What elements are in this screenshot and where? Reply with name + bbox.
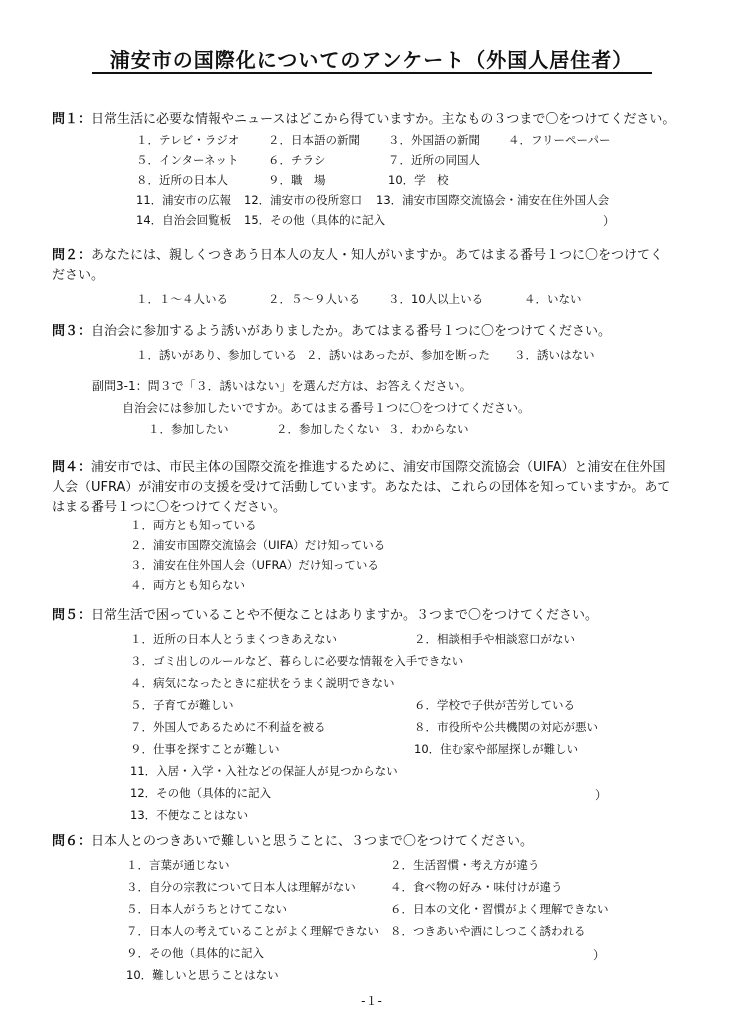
question-1-option[interactable]: 10．学 校 xyxy=(388,173,449,187)
question-6-heading xyxy=(52,832,533,852)
question-5-close-paren: ） xyxy=(595,788,608,802)
question-1-option[interactable]: ６．チラシ xyxy=(268,153,326,167)
question-4-option[interactable]: ４．両方とも知らない xyxy=(130,578,245,592)
question-1-option[interactable]: ３．外国語の新聞 xyxy=(388,133,480,147)
question-1-option[interactable]: 13．浦安市国際交流協会・浦安在住外国人会 xyxy=(376,193,610,207)
question-2-option[interactable]: ３．10人以上いる xyxy=(388,292,484,306)
question-6-close-paren: ） xyxy=(593,948,606,962)
question-6-option[interactable]: ６．日本の文化・習慣がよく理解できない xyxy=(390,902,609,916)
question-6-option[interactable]: ５．日本人がうちとけてこない xyxy=(126,902,287,916)
sub-question-3-1-option[interactable]: ３．わからない xyxy=(388,422,469,436)
question-1-option[interactable]: 11．浦安市の広報 xyxy=(136,193,232,207)
question-2-heading xyxy=(52,246,672,286)
question-5-option[interactable]: 11．入居・入学・入社などの保証人が見つからない xyxy=(130,764,398,778)
question-5-option[interactable]: ９．仕事を探すことが難しい xyxy=(130,742,280,756)
survey-title: 浦安市の国際化についてのアンケート（外国人居住者） xyxy=(109,48,634,72)
question-4-heading xyxy=(52,458,672,518)
question-5-number: 問５： xyxy=(52,608,92,623)
page-number: -１- xyxy=(361,994,382,1008)
question-4-text: 浦安市では、市民主体の国際交流を推進するために、浦安市国際交流協会（UIFA）と浦安在住外国人会（UFRA）が浦安市の支援を受けて活動しています。あなたは、これらの団体を知っていますか。あてはまる番号１つに〇をつけてください。 xyxy=(52,460,671,515)
question-1-close-paren: ） xyxy=(603,214,616,228)
question-5-option[interactable]: １．近所の日本人とうまくつきあえない xyxy=(130,632,337,646)
question-6-option[interactable]: 10．難しいと思うことはない xyxy=(126,968,279,982)
question-2-text: あなたには、親しくつきあう日本人の友人・知人がいますか。あてはまる番号１つに〇をつけてください。 xyxy=(52,248,664,283)
question-5-option[interactable]: ７．外国人であるために不利益を被る xyxy=(130,720,326,734)
question-5-option[interactable]: 10．住む家や部屋探しが難しい xyxy=(414,742,579,756)
question-3-text: 自治会に参加するよう誘いがありましたか。あてはまる番号１つに〇をつけてください。 xyxy=(91,324,612,339)
question-6-option[interactable]: ３．自分の宗教について日本人は理解がない xyxy=(126,880,356,894)
question-3-heading xyxy=(52,322,611,342)
question-5-option[interactable]: ３．ゴミ出しのルールなど、暮らしに必要な情報を入手できない xyxy=(130,654,464,668)
question-6-option[interactable]: ８．つきあいや酒にしつこく誘われる xyxy=(390,924,586,938)
question-2-option[interactable]: ４．いない xyxy=(524,292,582,306)
question-6-option[interactable]: ７．日本人の考えていることがよく理解できない xyxy=(126,924,379,938)
question-1-option[interactable]: ５．インターネット xyxy=(136,153,239,167)
question-4-option[interactable]: ３．浦安在住外国人会（UFRA）だけ知っている xyxy=(130,558,379,572)
sub-question-3-1-heading xyxy=(92,376,472,396)
question-5-text: 日常生活で困っていることや不便なことはありますか。３つまで〇をつけてください。 xyxy=(91,608,599,623)
question-1-option[interactable]: １．テレビ・ラジオ xyxy=(136,133,240,147)
question-1-option[interactable]: 12．浦安市の役所窓口 xyxy=(244,193,363,207)
title-underline xyxy=(92,72,652,74)
question-2-number: 問２： xyxy=(52,248,92,263)
question-5-option[interactable]: ４．病気になったときに症状をうまく説明できない xyxy=(130,676,395,690)
sub-question-3-1-instruction: 自治会には参加したいですか。あてはまる番号１つに〇をつけてください。 xyxy=(122,401,531,415)
question-1-number: 問１： xyxy=(52,112,92,127)
question-3-option[interactable]: １．誘いがあり、参加している xyxy=(136,348,297,362)
question-6-number: 問６： xyxy=(52,834,92,849)
question-6-option[interactable]: ４．食べ物の好み・味付けが違う xyxy=(390,880,563,894)
question-5-option[interactable]: ６．学校で子供が苦労している xyxy=(414,698,575,712)
question-4-number: 問４： xyxy=(52,460,92,475)
question-5-option[interactable]: 12．その他（具体的に記入 xyxy=(130,786,272,800)
question-1-option[interactable]: ７．近所の同国人 xyxy=(388,153,480,167)
question-1-option[interactable]: ９．職 場 xyxy=(268,173,326,187)
sub-question-3-1-text: 問３で「３．誘いはない」を選んだ方は、お答えください。 xyxy=(147,379,472,393)
question-6-text: 日本人とのつきあいで難しいと思うことに、３つまで〇をつけてください。 xyxy=(91,834,534,849)
question-1-heading xyxy=(52,110,675,130)
question-3-number: 問３： xyxy=(52,324,92,339)
sub-question-3-1-option[interactable]: ２．参加したくない xyxy=(276,422,380,436)
question-6-option[interactable]: ９．その他（具体的に記入 xyxy=(126,946,264,960)
question-6-option[interactable]: ２．生活習慣・考え方が違う xyxy=(390,858,540,872)
question-4-option[interactable]: １．両方とも知っている xyxy=(130,518,257,532)
question-1-option[interactable]: 14．自治会回覧板 xyxy=(136,213,232,227)
question-1-option[interactable]: ２．日本語の新聞 xyxy=(268,133,360,147)
sub-question-3-1-option[interactable]: １．参加したい xyxy=(148,422,229,436)
question-5-option[interactable]: 13．不便なことはない xyxy=(130,808,249,822)
question-3-option[interactable]: ３．誘いはない xyxy=(514,348,595,362)
question-1-option[interactable]: 15．その他（具体的に記入 xyxy=(244,213,386,227)
question-6-option[interactable]: １．言葉が通じない xyxy=(126,858,230,872)
question-1-option[interactable]: ８．近所の日本人 xyxy=(136,173,228,187)
question-2-option[interactable]: ２．５～９人いる xyxy=(268,292,360,306)
question-5-option[interactable]: ５．子育てが難しい xyxy=(130,698,234,712)
question-4-option[interactable]: ２．浦安市国際交流協会（UIFA）だけ知っている xyxy=(130,538,386,552)
question-5-option[interactable]: ８．市役所や公共機関の対応が悪い xyxy=(414,720,598,734)
sub-question-3-1-number: 副問3-1： xyxy=(92,379,148,393)
question-5-heading xyxy=(52,606,598,626)
question-5-option[interactable]: ２．相談相手や相談窓口がない xyxy=(414,632,575,646)
question-3-option[interactable]: ２．誘いはあったが、参加を断った xyxy=(306,348,490,362)
question-1-option[interactable]: ４．フリーペーパー xyxy=(508,133,611,147)
question-1-text: 日常生活に必要な情報やニュースはどこから得ていますか。主なもの３つまで〇をつけてください。 xyxy=(91,112,676,127)
question-2-option[interactable]: １．１～４人いる xyxy=(136,292,228,306)
